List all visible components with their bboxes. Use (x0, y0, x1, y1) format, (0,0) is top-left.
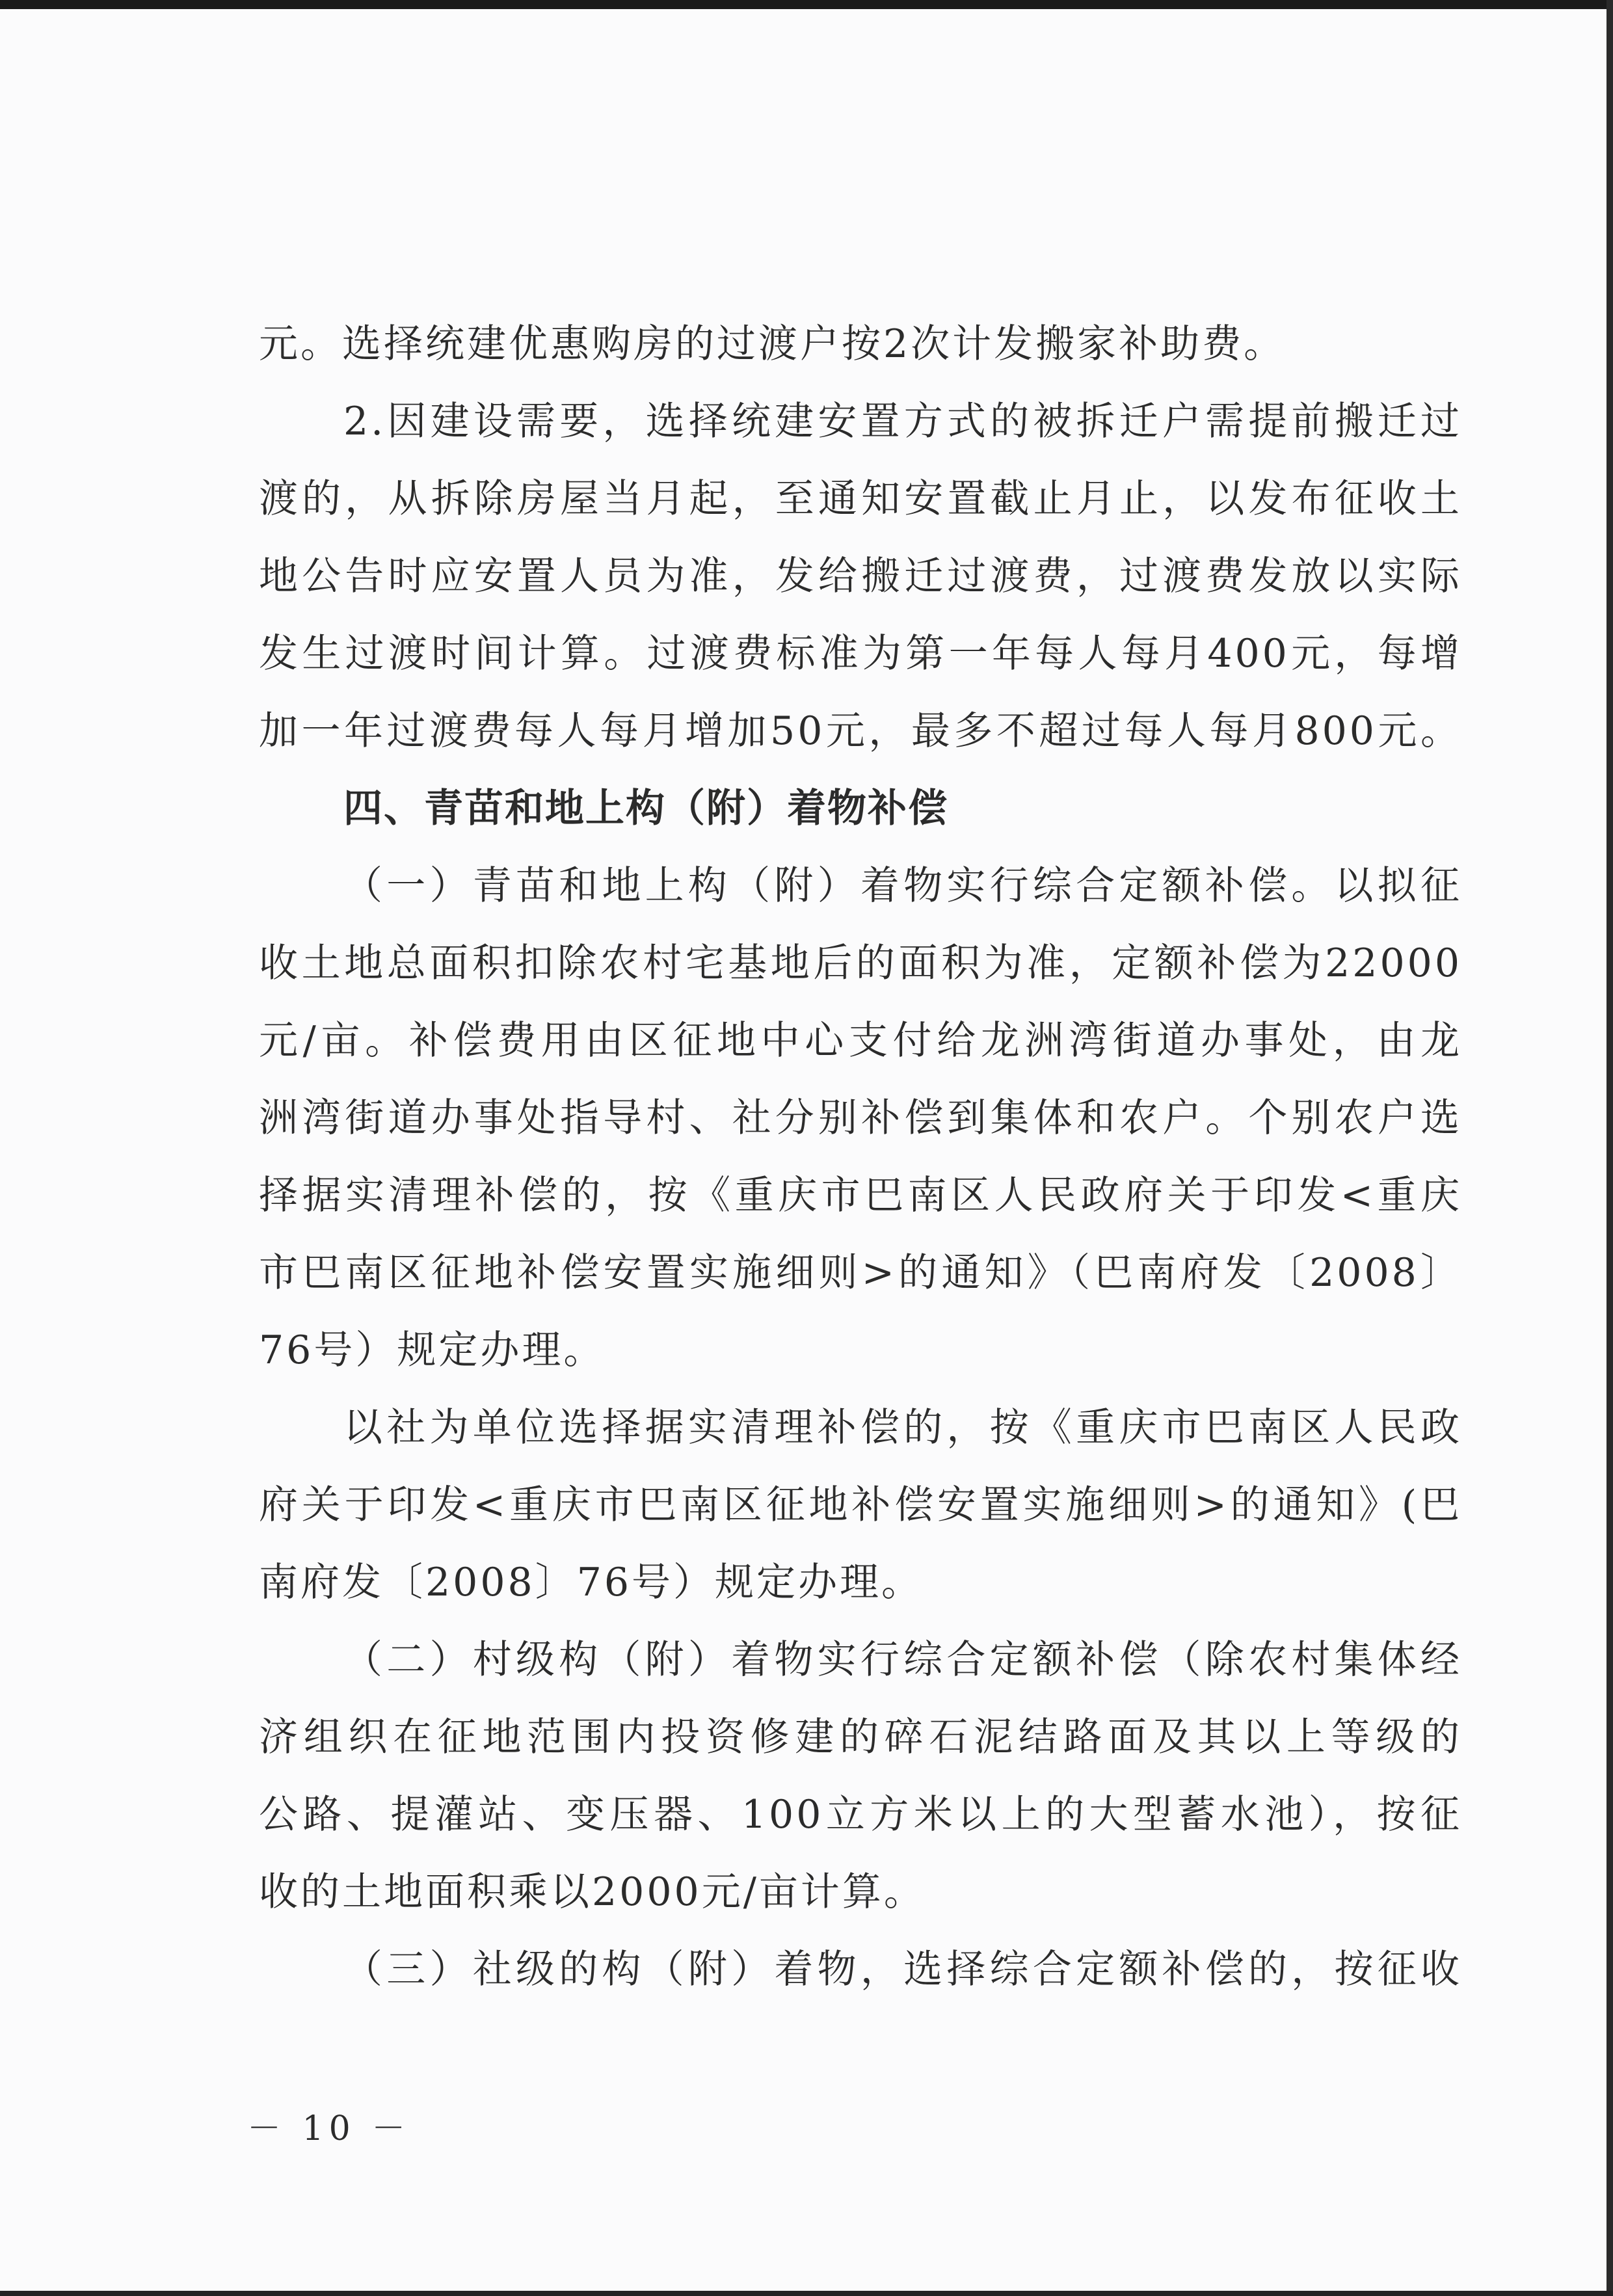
text-line: 加一年过渡费每人每月增加50元，最多不超过每人每月800元。 (259, 708, 1462, 754)
text-line: 渡的，从拆除房屋当月起，至通知安置截止月止，以发布征收土 (259, 476, 1462, 522)
text-line: 市巴南区征地补偿安置实施细则>的通知》（巴南府发〔2008〕 (259, 1250, 1462, 1296)
text-line: 收的土地面积乘以2000元/亩计算。 (259, 1869, 926, 1915)
text-line: 府关于印发<重庆市巴南区征地补偿安置实施细则>的通知》(巴 (259, 1482, 1462, 1528)
text-line: 择据实清理补偿的，按《重庆市巴南区人民政府关于印发<重庆 (259, 1173, 1462, 1218)
document-body (259, 306, 1462, 2009)
text-line: 公路、提灌站、变压器、100立方米以上的大型蓄水池），按征 (259, 1792, 1462, 1837)
text-line: 元。选择统建优惠购房的过渡户按2次计发搬家补助费。 (259, 321, 1286, 367)
section-heading: 四、青苗和地上构（附）着物补偿 (343, 786, 948, 831)
text-line: 地公告时应安置人员为准，发给搬迁过渡费，过渡费发放以实际 (259, 554, 1462, 599)
text-line: 洲湾街道办事处指导村、社分别补偿到集体和农户。个别农户选 (259, 1095, 1462, 1141)
scan-border-bottom (0, 2291, 1613, 2296)
text-line: 76号）规定办理。 (259, 1328, 606, 1373)
page-number: － 10 － (247, 2109, 411, 2148)
text-line: 收土地总面积扣除农村宅基地后的面积为准，定额补偿为22000 (259, 941, 1462, 986)
text-line: 南府发〔2008〕76号）规定办理。 (259, 1560, 924, 1605)
text-line: 元/亩。补偿费用由区征地中心支付给龙洲湾街道办事处，由龙 (259, 1018, 1462, 1063)
scan-border-top (0, 0, 1613, 9)
text-line: 以社为单位选择据实清理补偿的，按《重庆市巴南区人民政 (343, 1405, 1462, 1450)
text-line: 发生过渡时间计算。过渡费标准为第一年每人每月400元，每增 (259, 631, 1462, 676)
text-line: 济组织在征地范围内投资修建的碎石泥结路面及其以上等级的 (259, 1715, 1462, 1760)
text-line: （三）社级的构（附）着物，选择综合定额补偿的，按征收 (343, 1947, 1462, 1992)
scan-border-right (1606, 0, 1613, 2296)
text-line: （一）青苗和地上构（附）着物实行综合定额补偿。以拟征 (343, 863, 1462, 909)
text-line: （二）村级构（附）着物实行综合定额补偿（除农村集体经 (343, 1637, 1462, 1683)
text-line: 2.因建设需要，选择统建安置方式的被拆迁户需提前搬迁过 (343, 399, 1462, 444)
